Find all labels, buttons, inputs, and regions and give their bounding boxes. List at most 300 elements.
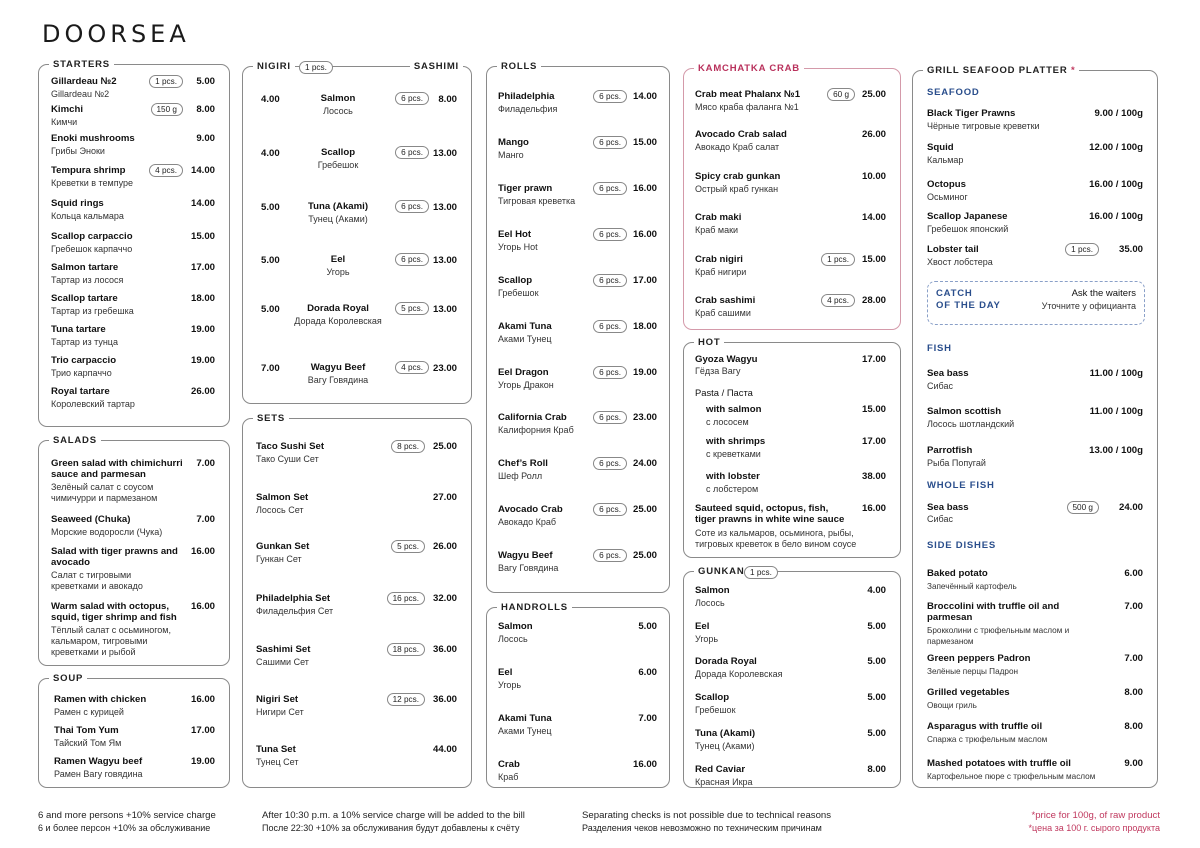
set-item-name: Salmon Set [256,492,309,503]
roll-item-name: Wagyu Beef [498,550,553,561]
handrolls-title: HANDROLLS [497,601,572,614]
crab-item-name-ru: Мясо краба фаланга №1 [695,102,799,112]
roll-item-price: 15.00 [632,137,657,148]
pasta-label: Pasta / Паста [695,387,753,398]
set-item-name-ru: Лосось Сет [256,505,304,515]
starter-item-name: Squid rings [51,198,104,209]
crab-item-price: 10.00 [861,171,886,182]
gunkan-section [683,566,901,788]
roll-item-name-ru: Аками Тунец [498,334,552,344]
set-item-name: Gunkan Set [256,541,310,552]
sets-section [242,413,472,788]
salad-item-name: Salad with tiger prawns and [51,546,178,557]
pasta-ru: Паста [726,387,753,398]
nigiri-sashimi-item-price: 13.00 [432,202,457,213]
footer-note-4 [1029,810,1160,834]
roll-item-name: Eel Dragon [498,367,549,378]
set-item-price: 27.00 [432,492,457,503]
grill-section [912,65,1158,788]
grill-title-text: GRILL SEAFOOD PLATTER [927,65,1068,76]
kamchatka-crab-section [683,63,901,330]
roll-item-badge: 6 pcs. [593,228,627,241]
soup-section [38,673,230,788]
side-dishes-subtitle: SIDE DISHES [927,540,996,551]
roll-item-price: 16.00 [632,229,657,240]
grill-title [923,64,1079,77]
handroll-item-name-ru: Краб [498,772,519,782]
roll-item-price: 16.00 [632,183,657,194]
pasta-item-name-ru: с лобстером [706,484,759,494]
seafood-item-badge: 1 pcs. [1065,243,1099,256]
pasta-item-price: 15.00 [861,404,886,415]
catch-title: CATCH [936,288,973,299]
fish-item-price: 13.00 / 100g [1089,445,1143,456]
starter-item-price: 8.00 [196,104,215,115]
starter-item-name-ru: Gillardeau №2 [51,89,110,99]
roll-item-name: Scallop [498,275,533,286]
set-item-name: Sashimi Set [256,644,311,655]
roll-item-price: 23.00 [632,412,657,423]
handroll-item-price: 5.00 [638,621,657,632]
gunkan-item-name: Eel [695,621,710,632]
set-item-price: 36.00 [432,694,457,705]
handroll-item-price: 7.00 [638,713,657,724]
fish-item-name-ru: Лосось шотландский [927,419,1015,429]
crab-item-price: 15.00 [861,254,886,265]
nigiri-sashimi-item-name: Eel [330,254,346,265]
fish-item-name: Salmon scottish [927,406,1002,417]
starter-item-name: Tempura shrimp [51,165,126,176]
side-dish-item-name-ru: Овощи гриль [927,701,977,710]
gyoza-name-ru: Гёдза Вагу [695,366,741,376]
seafood-item-price: 35.00 [1118,244,1143,255]
side-dish-item-name: Mashed potatoes with truffle oil [927,758,1071,769]
starter-item-price: 15.00 [190,231,215,242]
handroll-item-name: Akami Tuna [498,713,552,724]
seafood-item-name-ru: Чёрные тигровые креветки [927,121,1040,131]
seafood-item-name-ru: Кальмар [927,155,964,165]
crab-item-badge: 60 g [827,88,855,101]
handroll-item-name: Salmon [498,621,533,632]
starters-title: STARTERS [49,58,114,71]
roll-item-badge: 6 pcs. [593,549,627,562]
roll-item-badge: 6 pcs. [593,411,627,424]
crab-item-name-ru: Краб нигири [695,267,747,277]
roll-item-name-ru: Авокадо Краб [498,517,556,527]
hot-section [683,337,901,558]
nigiri-sashimi-item-badge: 4 pcs. [395,361,429,374]
gunkan-pieces-badge: 1 pcs. [744,566,778,579]
sauteed-name-ru-2: тигровых креветок в бело вином соусе [695,539,857,549]
catch-note-en: Ask the waiters [1071,288,1136,299]
gunkan-item-name-ru: Лосось [695,598,725,608]
set-item-price: 32.00 [432,593,457,604]
gunkan-item-name-ru: Красная Икра [695,777,753,787]
starter-item-name: Trio carpaccio [51,355,117,366]
gunkan-item-name: Salmon [695,585,730,596]
starter-item-price: 19.00 [190,355,215,366]
side-dish-item-name: Grilled vegetables [927,687,1010,698]
roll-item-name-ru: Тигровая креветка [498,196,576,206]
whole-fish-price: 24.00 [1118,502,1143,513]
starter-item-name: Scallop carpaccio [51,231,133,242]
set-item-name: Philadelphia Set [256,593,331,604]
soup-item-name: Ramen Wagyu beef [54,756,143,767]
roll-item-badge: 6 pcs. [593,90,627,103]
hot-title: HOT [694,336,724,349]
crab-item-name-ru: Краб маки [695,225,739,235]
rolls-section [486,61,670,593]
set-item-price: 44.00 [432,744,457,755]
salads-section [38,435,230,666]
gunkan-item-name: Scallop [695,692,730,703]
footer-note-1-en: 6 and more persons +10% service charge [38,810,216,821]
roll-item-price: 14.00 [632,91,657,102]
starter-item-name: Scallop tartare [51,293,118,304]
starter-item-name-ru: Королевский тартар [51,399,135,409]
nigiri-price: 4.00 [261,148,280,159]
set-item-price: 25.00 [432,441,457,452]
starter-item-price: 9.00 [196,133,215,144]
side-dish-item-name-ru: Запечённый картофель [927,582,1017,591]
nigiri-sashimi-item-price: 13.00 [432,255,457,266]
crab-item-price: 14.00 [861,212,886,223]
whole-fish-name-ru: Сибас [927,514,953,524]
gunkan-item-name: Dorada Royal [695,656,757,667]
salad-item-price: 16.00 [190,601,215,612]
gunkan-item-name-ru: Дорада Королевская [695,669,783,679]
gunkan-item-price: 5.00 [867,728,886,739]
salad-item-name-ru: Тёплый салат с осьминогом, [51,625,171,635]
starter-item-badge: 4 pcs. [149,164,183,177]
fish-item-name-ru: Рыба Попугай [927,458,986,468]
nigiri-sashimi-item-name-ru: Гребешок [317,160,359,170]
seafood-item-name-ru: Гребешок японский [927,224,1009,234]
roll-item-price: 25.00 [632,504,657,515]
roll-item-badge: 6 pcs. [593,274,627,287]
nigiri-sashimi-item-name: Salmon [320,93,356,104]
crab-item-name: Crab meat Phalanx №1 [695,89,801,100]
soup-item-price: 16.00 [190,694,215,705]
brand-logo: DOORSEA [42,20,190,48]
roll-item-name: Chef’s Roll [498,458,548,469]
nigiri-sashimi-item-name: Tuna (Akami) [307,201,369,212]
gunkan-item-name-ru: Гребешок [695,705,736,715]
side-dish-item-price: 7.00 [1124,653,1143,664]
seafood-subtitle: SEAFOOD [927,87,980,98]
starters-section [38,59,230,427]
roll-item-name-ru: Манго [498,150,524,160]
soup-item-name-ru: Тайский Том Ям [54,738,122,748]
seafood-item-name-ru: Хвост лобстера [927,257,993,267]
side-dish-item-name-ru-2: пармезаном [927,637,974,646]
salad-item-name-ru: Морские водоросли (Чука) [51,527,163,537]
roll-item-name: Eel Hot [498,229,532,240]
gunkan-item-price: 5.00 [867,656,886,667]
gunkan-item-name-ru: Угорь [695,634,719,644]
nigiri-price: 5.00 [261,304,280,315]
starter-item-name-ru: Кольца кальмара [51,211,124,221]
nigiri-sashimi-item-price: 8.00 [438,94,457,105]
crab-item-price: 28.00 [861,295,886,306]
handroll-item-name-ru: Аками Тунец [498,726,552,736]
salad-item-name-ru: Зелёный салат с соусом [51,482,154,492]
pasta-en: Pasta [695,387,719,398]
sashimi-title: SASHIMI [410,60,463,73]
starter-item-name-ru: Кимчи [51,117,78,127]
fish-item-price: 11.00 / 100g [1089,406,1143,417]
footer-note-1 [38,810,216,834]
starter-item-price: 19.00 [190,324,215,335]
crab-title: KAMCHATKA CRAB [694,62,804,75]
rolls-title: ROLLS [497,60,541,73]
set-item-badge: 5 pcs. [391,540,425,553]
catch-note-ru: Уточните у официанта [1041,301,1136,311]
roll-item-name-ru: Вагу Говядина [498,563,559,573]
side-dish-item-name-2: parmesan [927,612,973,623]
nigiri-sashimi-item-badge: 6 pcs. [395,200,429,213]
roll-item-badge: 6 pcs. [593,457,627,470]
gyoza-price: 17.00 [861,354,886,365]
nigiri-sashimi-item-name-ru: Вагу Говядина [307,375,369,385]
starter-item-price: 5.00 [196,76,215,87]
pasta-item-name: with salmon [706,404,762,415]
crab-item-name: Avocado Crab salad [695,129,787,140]
side-dish-item-name-ru: Зелёные перцы Падрон [927,667,1019,676]
roll-item-badge: 6 pcs. [593,136,627,149]
set-item-name-ru: Нигири Сет [256,707,304,717]
footer-note-4-en: *price for 100g, of raw product [1031,810,1160,821]
whole-fish-name: Sea bass [927,502,969,513]
set-item-name-ru: Филадельфия Сет [256,606,334,616]
seafood-item-name: Scallop Japanese [927,211,1008,222]
crab-item-name: Crab nigiri [695,254,743,265]
handroll-item-name-ru: Угорь [498,680,522,690]
grill-title-star: * [1070,65,1076,76]
roll-item-badge: 6 pcs. [593,503,627,516]
handrolls-section [486,602,670,788]
soup-item-name: Ramen with chicken [54,694,147,705]
handroll-item-price: 6.00 [638,667,657,678]
starter-item-name-ru: Тартар из гребешка [51,306,134,316]
nigiri-pieces-badge: 1 pcs. [299,61,333,74]
fish-item-name-ru: Сибас [927,381,953,391]
handroll-item-price: 16.00 [632,759,657,770]
starter-item-price: 14.00 [190,165,215,176]
starter-item-name: Tuna tartare [51,324,106,335]
nigiri-price: 5.00 [261,202,280,213]
salad-item-name-2: squid, tiger shrimp and fish [51,612,177,623]
footer-note-3-ru: Разделения чеков невозможно по техническим причинам [582,823,822,833]
nigiri-sashimi-section [242,61,472,404]
catch-of-the-day-box [927,281,1145,325]
seafood-item-name: Black Tiger Prawns [927,108,1016,119]
starter-item-badge: 1 pcs. [149,75,183,88]
roll-item-name-ru: Угорь Дракон [498,380,554,390]
set-item-name: Tuna Set [256,744,296,755]
salad-item-price: 16.00 [190,546,215,557]
fish-item-name: Sea bass [927,368,969,379]
crab-item-name: Crab sashimi [695,295,756,306]
nigiri-sashimi-item-name: Scallop [320,147,356,158]
nigiri-sashimi-item-name: Wagyu Beef [310,362,366,373]
footer-note-2-en: After 10:30 p.m. a 10% service charge will be added to the bill [262,810,525,821]
pasta-item-name-ru: с креветками [706,449,761,459]
starter-item-price: 26.00 [190,386,215,397]
starter-item-name-ru: Грибы Эноки [51,146,105,156]
starter-item-price: 18.00 [190,293,215,304]
starter-item-name-ru: Трио карпаччо [51,368,112,378]
side-dish-item-name: Baked potato [927,568,988,579]
nigiri-price: 5.00 [261,255,280,266]
roll-item-name-ru: Шеф Ролл [498,471,543,481]
nigiri-sashimi-item-name: Dorada Royal [307,303,369,314]
catch-title-2: OF THE DAY [936,300,1001,311]
salads-title: SALADS [49,434,101,447]
set-item-badge: 12 pcs. [387,693,425,706]
set-item-name-ru: Гункан Сет [256,554,302,564]
set-item-name: Nigiri Set [256,694,299,705]
gunkan-item-name: Red Caviar [695,764,746,775]
nigiri-sashimi-item-badge: 6 pcs. [395,92,429,105]
starter-item-price: 14.00 [190,198,215,209]
roll-item-name-ru: Гребешок [498,288,539,298]
salad-item-name-ru-3: креветками и рыбой [51,647,136,657]
set-item-name-ru: Тунец Сет [256,757,299,767]
roll-item-name-ru: Угорь Hot [498,242,538,252]
side-dish-item-name-ru: Картофельное пюре с трюфельным маслом [927,772,1096,781]
crab-item-price: 25.00 [861,89,886,100]
gunkan-item-name: Tuna (Akami) [695,728,756,739]
soup-title: SOUP [49,672,87,685]
roll-item-name-ru: Филадельфия [498,104,558,114]
nigiri-sashimi-item-price: 13.00 [432,304,457,315]
nigiri-sashimi-item-name-ru: Угорь [326,267,350,277]
sauteed-name: Sauteed squid, octopus, fish, [695,503,829,514]
gyoza-name: Gyoza Wagyu [695,354,758,365]
gunkan-item-price: 4.00 [867,585,886,596]
crab-item-badge: 4 pcs. [821,294,855,307]
seafood-item-price: 9.00 / 100g [1094,108,1143,119]
side-dish-item-price: 7.00 [1124,601,1143,612]
gunkan-item-name-ru: Тунец (Аками) [695,741,755,751]
nigiri-sashimi-item-badge: 6 pcs. [395,253,429,266]
pasta-item-name-ru: с лососем [706,417,749,427]
starter-item-name: Kimchi [51,104,83,115]
roll-item-price: 25.00 [632,550,657,561]
roll-item-badge: 6 pcs. [593,366,627,379]
seafood-item-name-ru: Осьминог [927,192,968,202]
soup-item-name: Thai Tom Yum [54,725,119,736]
side-dish-item-name: Broccolini with truffle oil and [927,601,1060,612]
salad-item-name-ru-2: кальмаром, тигровыми [51,636,148,646]
salad-item-name-2: sauce and parmesan [51,469,146,480]
side-dish-item-price: 9.00 [1124,758,1143,769]
salad-item-name-ru-2: чимичурри и пармезаном [51,493,158,503]
sauteed-name-ru: Соте из кальмаров, осьминога, рыбы, [695,528,854,538]
starter-item-name-ru: Креветки в темпуре [51,178,134,188]
fish-subtitle: FISH [927,343,952,354]
fish-item-name: Parrotfish [927,445,973,456]
pasta-item-price: 17.00 [861,436,886,447]
roll-item-name: Akami Tuna [498,321,552,332]
crab-item-name-ru: Краб сашими [695,308,751,318]
nigiri-sashimi-item-name-ru: Дорада Королевская [294,316,382,326]
side-dish-item-price: 8.00 [1124,687,1143,698]
seafood-item-name: Octopus [927,179,966,190]
roll-item-price: 24.00 [632,458,657,469]
starter-item-badge: 150 g [151,103,184,116]
nigiri-title: NIGIRI [253,60,295,73]
side-dish-item-name: Green peppers Padron [927,653,1031,664]
nigiri-sashimi-item-badge: 6 pcs. [395,146,429,159]
whole-fish-badge: 500 g [1067,501,1100,514]
seafood-item-price: 12.00 / 100g [1089,142,1143,153]
seafood-item-name: Lobster tail [927,244,979,255]
crab-item-name: Spicy crab gunkan [695,171,781,182]
whole-fish-subtitle: WHOLE FISH [927,480,995,491]
crab-item-price: 26.00 [861,129,886,140]
seafood-item-price: 16.00 / 100g [1089,211,1143,222]
roll-item-price: 17.00 [632,275,657,286]
salad-item-price: 7.00 [196,458,215,469]
crab-item-name: Crab maki [695,212,742,223]
soup-item-name-ru: Рамен Вагу говядина [54,769,143,779]
starter-item-name: Gillardeau №2 [51,76,117,87]
seafood-item-price: 16.00 / 100g [1089,179,1143,190]
salad-item-name: Seaweed (Chuka) [51,514,131,525]
gunkan-item-price: 5.00 [867,621,886,632]
roll-item-name: Philadelphia [498,91,555,102]
gunkan-title: GUNKAN [694,565,749,578]
side-dish-item-name: Asparagus with truffle oil [927,721,1043,732]
roll-item-badge: 6 pcs. [593,320,627,333]
handroll-item-name: Crab [498,759,520,770]
starter-item-name: Royal tartare [51,386,110,397]
starter-item-name-ru: Тартар из лосося [51,275,124,285]
fish-item-price: 11.00 / 100g [1089,368,1143,379]
crab-item-name-ru: Острый краб гункан [695,184,779,194]
handroll-item-name-ru: Лосось [498,634,528,644]
footer-note-2-ru: После 22:30 +10% за обслуживания будут добавлены к счёту [262,823,520,833]
starter-item-name-ru: Тартар из тунца [51,337,118,347]
footer-note-4-ru: *цена за 100 г. сырого продукта [1028,823,1160,833]
starter-item-price: 17.00 [190,262,215,273]
set-item-price: 26.00 [432,541,457,552]
set-item-name-ru: Тако Суши Сет [256,454,319,464]
crab-item-name-ru: Авокадо Краб салат [695,142,780,152]
roll-item-name-ru: Калифорния Краб [498,425,574,435]
side-dish-item-price: 6.00 [1124,568,1143,579]
pasta-item-name: with shrimps [706,436,766,447]
nigiri-sashimi-item-price: 23.00 [432,363,457,374]
salad-item-price: 7.00 [196,514,215,525]
side-dish-item-price: 8.00 [1124,721,1143,732]
crab-item-badge: 1 pcs. [821,253,855,266]
footer-note-3-en: Separating checks is not possible due to technical reasons [582,810,832,821]
soup-item-name-ru: Рамен с курицей [54,707,124,717]
pasta-item-name: with lobster [706,471,760,482]
nigiri-sashimi-item-badge: 5 pcs. [395,302,429,315]
set-item-name-ru: Сашими Сет [256,657,309,667]
roll-item-price: 19.00 [632,367,657,378]
roll-item-name: California Crab [498,412,567,423]
sets-title: SETS [253,412,289,425]
seafood-item-name: Squid [927,142,954,153]
roll-item-price: 18.00 [632,321,657,332]
roll-item-name: Tiger prawn [498,183,553,194]
set-item-badge: 18 pcs. [387,643,425,656]
